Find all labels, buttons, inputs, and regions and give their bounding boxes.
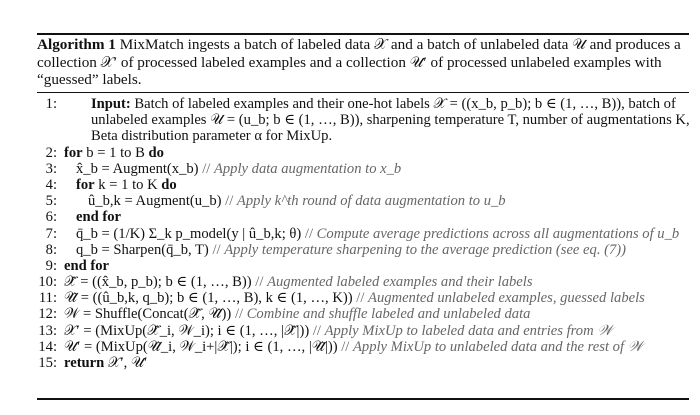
algorithm-line-11 bbox=[37, 290, 692, 306]
algorithm-line-8 bbox=[37, 242, 692, 258]
keyword: Input: bbox=[91, 96, 131, 112]
top-rule bbox=[37, 33, 689, 35]
keyword: end for bbox=[64, 257, 109, 274]
bottom-rule bbox=[37, 398, 689, 400]
line-number: 5: bbox=[45, 193, 57, 210]
algorithm-label: Algorithm 1 bbox=[37, 36, 116, 53]
line-code: q_b = Sharpen(q̄_b, T) bbox=[76, 241, 209, 258]
line-comment: // Apply data augmentation to x_b bbox=[202, 161, 401, 177]
line-code: b = 1 to B bbox=[86, 144, 145, 161]
algorithm-caption bbox=[37, 36, 692, 89]
line-number: 6: bbox=[45, 209, 57, 226]
algorithm-line-14 bbox=[37, 339, 692, 355]
keyword: end for bbox=[76, 209, 121, 226]
line-number: 3: bbox=[45, 160, 57, 177]
line-code: û_b,k = Augment(u_b) bbox=[88, 193, 222, 210]
algorithm-line-3 bbox=[37, 161, 692, 177]
line-comment: // Augmented labeled examples and their labels bbox=[255, 274, 532, 290]
line-number: 7: bbox=[45, 225, 57, 242]
line-code: Batch of labeled examples and their one-hot labels 𝒳 = ((x_b, p_b); b ∈ (1, …, B)), batch of unlabeled examples 𝒰 = (u_b; b ∈ (1, …, B)), sharpening temperature T, number of augmentations K, Beta distribution parameter α for MixUp. bbox=[91, 96, 690, 145]
line-comment: // Apply k^th round of data augmentation to u_b bbox=[225, 193, 505, 209]
line-comment: // Augmented unlabeled examples, guessed labels bbox=[356, 290, 645, 306]
line-code: 𝒰̂ = ((û_b,k, q_b); b ∈ (1, …, B), k ∈ (1, …, K)) bbox=[64, 290, 353, 307]
line-code: 𝒳′, 𝒰′ bbox=[107, 355, 148, 372]
algorithm-caption-text: MixMatch ingests a batch of labeled data 𝒳 and a batch of unlabeled data 𝒰 and produces a collection 𝒳′ of processed labeled examples and a collection 𝒰′ of processed unlabeled examples with “guessed” labels. bbox=[37, 36, 681, 89]
algorithm-line-13 bbox=[37, 323, 692, 339]
algorithm-line-6 bbox=[37, 209, 692, 225]
keyword: for bbox=[64, 144, 83, 161]
line-number: 12: bbox=[38, 306, 57, 323]
caption-rule bbox=[37, 92, 689, 93]
line-number: 14: bbox=[38, 338, 57, 355]
line-number: 9: bbox=[45, 257, 57, 274]
keyword: return bbox=[64, 355, 105, 372]
algorithm-body bbox=[37, 96, 692, 371]
line-number: 11: bbox=[38, 290, 57, 307]
line-number: 1: bbox=[45, 96, 57, 112]
line-code: k = 1 to K bbox=[98, 176, 158, 193]
algorithm-line-7 bbox=[37, 226, 692, 242]
line-code: 𝒳̂ = ((x̂_b, p_b); b ∈ (1, …, B)) bbox=[64, 274, 252, 291]
algorithm-line-2 bbox=[37, 145, 692, 161]
line-number: 8: bbox=[45, 241, 57, 258]
line-number: 2: bbox=[45, 144, 57, 161]
keyword: for bbox=[76, 176, 95, 193]
line-comment: // Apply MixUp to labeled data and entries from 𝒲 bbox=[313, 323, 613, 339]
line-number: 15: bbox=[38, 355, 57, 372]
keyword: do bbox=[148, 144, 164, 161]
line-code: 𝒳′ = (MixUp(𝒳̂_i, 𝒲_i); i ∈ (1, …, |𝒳̂|)) bbox=[64, 322, 310, 339]
line-code: 𝒲 = Shuffle(Concat(𝒳̂, 𝒰̂)) bbox=[64, 306, 232, 323]
keyword: do bbox=[161, 176, 177, 193]
algorithm-line-10 bbox=[37, 274, 692, 290]
line-comment: // Apply temperature sharpening to the average prediction (see eq. (7)) bbox=[212, 242, 626, 258]
algorithm-line-4 bbox=[37, 177, 692, 193]
line-comment: // Apply MixUp to unlabeled data and the rest of 𝒲 bbox=[341, 339, 643, 355]
algorithm-line-9 bbox=[37, 258, 692, 274]
line-comment: // Compute average predictions across all augmentations of u_b bbox=[305, 226, 679, 242]
line-comment: // Combine and shuffle labeled and unlabeled data bbox=[235, 306, 531, 322]
algorithm-line-1 bbox=[37, 96, 692, 145]
line-code: q̄_b = (1/K) Σ_k p_model(y | û_b,k; θ) bbox=[76, 225, 302, 242]
algorithm-line-12 bbox=[37, 306, 692, 322]
algorithm-line-5 bbox=[37, 193, 692, 209]
line-number: 13: bbox=[38, 322, 57, 339]
algorithm-line-15 bbox=[37, 355, 692, 371]
line-number: 4: bbox=[45, 176, 57, 193]
line-code: 𝒰′ = (MixUp(𝒰̂_i, 𝒲_i+|𝒳̂|); i ∈ (1, …, |𝒰̂|)) bbox=[64, 338, 338, 355]
line-code: x̂_b = Augment(x_b) bbox=[76, 160, 199, 177]
line-number: 10: bbox=[38, 274, 57, 291]
